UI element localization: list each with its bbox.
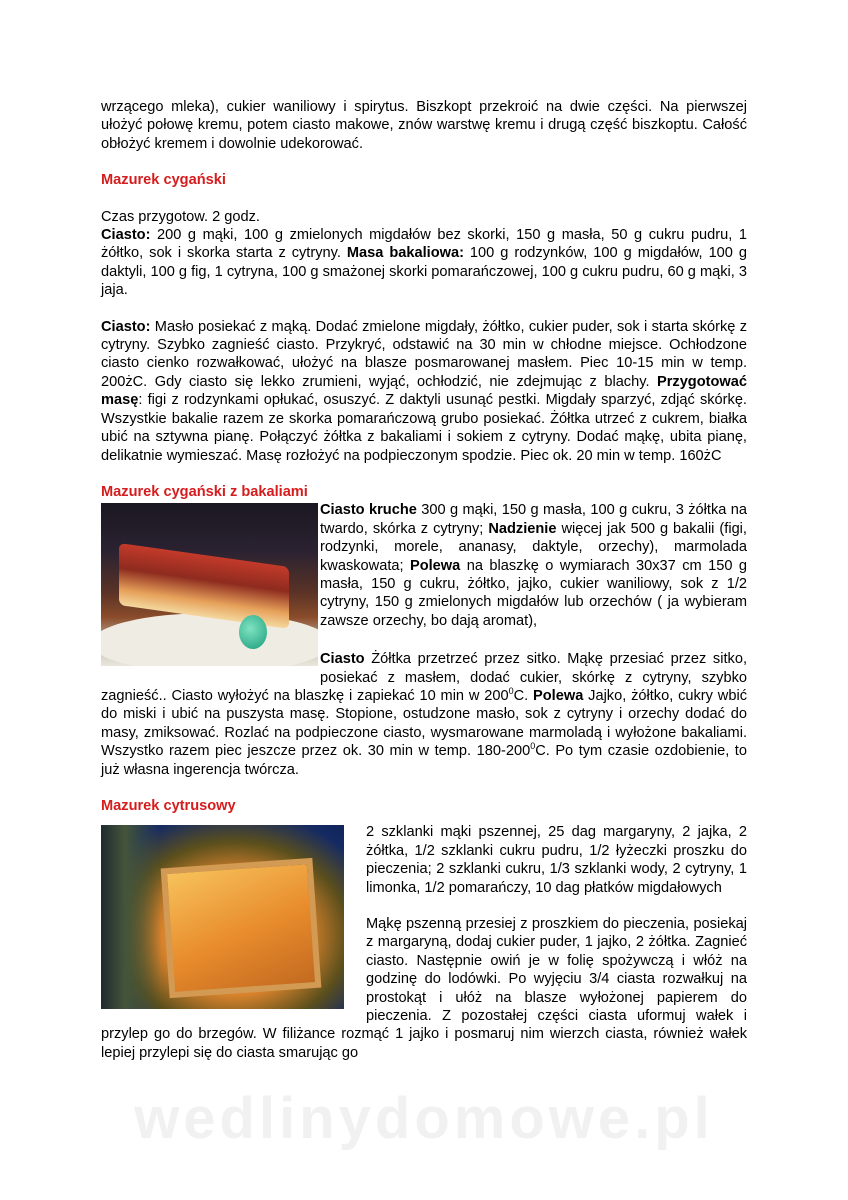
nadzienie-text: więcej jak 500 g bakalii (figi, rodzynki, morele, ananasy, daktyle, orzechy), marmolada kwaskowata; [320, 520, 747, 574]
masa-text: 100 g rodzynków, 100 g migdałów, 100 g daktyli, 100 g fig, 1 cytryna, 100 g smażonej skorki pomarańczowej, 100 g cukru pudru, 60 g mąki, 3 jaja. [101, 245, 747, 299]
recipe-title-mazurek-cytrusowy: Mazurek cytrusowy [101, 798, 236, 814]
ingredients-text: 200 g mąki, 100 g zmielonych migdałów bez skorki, 150 g masła, 50 g cukru pudru, 1 żółtko, sok i skorka starta z cytryny. [101, 227, 747, 262]
polewa2-text-end: C. Po tym czasie ozdobienie, to już własna ingerencja twórcza. [101, 743, 747, 778]
ciasto-text: Żółtka przetrzeć przez sitko. Mąkę przesiać przez sitko, posiekać z masłem, dodać cukier, skórkę z cytryny, szybko zagnieść.. Ciasto wyłożyć na blaszkę i zapiekać 10 min w 200 [101, 651, 747, 704]
prep-text: Masło posiekać z mąką. Dodać zmielone migdały, żółtko, cukier puder, sok i starta skórkę z cytryny. Szybko zagnieść ciasto. Przykryć, odstawić na 30 min w chłodne miejsce. Ochłodzone ciasto cienko rozwałkować, ułożyć na blasze posmarowanej masłem. Piec 10-15 min w temp. 200żC. Gdy ciasto się lekko zrumieni, wyjąć, ochłodzić, nie zdejmując z blachy. [101, 318, 747, 390]
degree-mark-2: 0 [530, 741, 536, 752]
polewa2-label: Polewa [533, 687, 584, 704]
mazurek-tray-shape [161, 858, 322, 998]
prep2-text: : figi z rodzynkami opłukać, osuszyć. Z daktyli usunąć pestki. Migdały sparzyć, zdjąć skórkę. Wszystkie bakalie razem ze skorka pomarańczową grubo posiekać. Żółtka utrzeć z cukrem, białka ubić na sztywna pianę. Połączyć żółtka z bakaliami i sokiem z cytryny. Dodać mąkę, ubita pianę, delikatnie wymieszać. Masę rozłożyć na podpieczonym spodzie. Piec ok. 20 min w temp. 160żC [101, 392, 747, 464]
leaves-shape [101, 825, 161, 1009]
nadzienie-label: Nadzienie [488, 520, 557, 537]
polewa-label: Polewa [409, 557, 461, 574]
polewa-text: na blaszkę o wymiarach 30x37 cm 150 g masła, 150 g cukru, żółtko, jajko, cukier waniliowy, sok z 1/2 cytryny, 150 g zmielonych migdałów lub orzechów ( ja wybieram zawsze orzechy, bo dają aromat), [320, 557, 747, 629]
ingredients-paragraph [101, 226, 747, 300]
masa-label: Masa bakaliowa: [346, 245, 464, 262]
recipe2-preparation [101, 650, 747, 779]
watermark-text: wedlinydomowe.pl [134, 1086, 714, 1151]
prep2-label: Przygotować masę [101, 373, 747, 409]
ciasto-text-end: C. [513, 687, 534, 704]
document-page [101, 98, 747, 1062]
kruche-text: 300 g mąki, 150 g masła, 100 g cukru, 3 żółtka na twardo, skórka z cytryny; [320, 502, 747, 537]
cake-slice-shape [119, 543, 289, 629]
polewa2-text: Jajko, żółtko, cukry wbić do miski i ubić na puszysta masę. Stopione, ostudzone masło, sok z cytryny i orzechy dodać do masy, zmiksować. Rozlać na podpieczone ciasto, wysmarowane marmoladą i wyłożone bakaliami. Wszystko razem piec jeszcze przez ok. 30 min w temp. 180-200 [101, 687, 747, 760]
preparation-paragraph [101, 318, 747, 465]
kruche-label: Ciasto kruche [320, 502, 417, 519]
prep-label: Ciasto: [101, 318, 151, 335]
prep-time: Czas przygotow. 2 godz. [101, 208, 260, 225]
recipe3-ingredients: 2 szklanki mąki pszennej, 25 dag margaryny, 2 jajka, 2 żółtka, 1/2 szklanki cukru pudru, 1/2 łyżeczki proszku do pieczenia; 2 szklanki cukru, 1/3 szklanki wody, 2 cytryny, 1 limonka, 1/2 pomarańczy, 10 dag płatków migdałowych [366, 824, 747, 896]
ingredients-label: Ciasto: [101, 227, 151, 244]
recipe3-preparation: Mąkę pszenną przesiej z proszkiem do pieczenia, posiekaj z margaryną, dodaj cukier puder, 1 jajko, 2 żółtka. Zagnieć ciasto. Następnie owiń je w folię spożywczą i włóż na godzinę do lodówki. Po wyjęciu 3/4 ciasta rozwałkuj na prostokąt i ułóż na blasze wyłożonej papierem do pieczenia. Z pozostałej części ciasta uformuj wałek i przylep go do brzegów. W filiżance rozmąć 1 jajko i posmaruj nim wierzch ciasta, również wałek lepiej przylepi się do ciasta smarując go [101, 916, 747, 1061]
degree-mark: 0 [508, 686, 514, 697]
ciasto-label: Ciasto [320, 651, 365, 668]
intro-paragraph: wrzącego mleka), cukier waniliowy i spirytus. Biszkopt przekroić na dwie części. Na pierwszej ułożyć połowę kremu, potem ciasto makowe, znów warstwę kremu i drugą część biszkoptu. Całość obłożyć kremem i dowolnie udekorować. [101, 99, 747, 152]
citrus-mazurek-photo [101, 825, 344, 1009]
recipe-title-mazurek-bakalie: Mazurek cygański z bakaliami [101, 483, 308, 500]
mazurek-cake-photo [101, 503, 318, 666]
recipe-title-mazurek-cyganski: Mazurek cygański [101, 172, 226, 189]
